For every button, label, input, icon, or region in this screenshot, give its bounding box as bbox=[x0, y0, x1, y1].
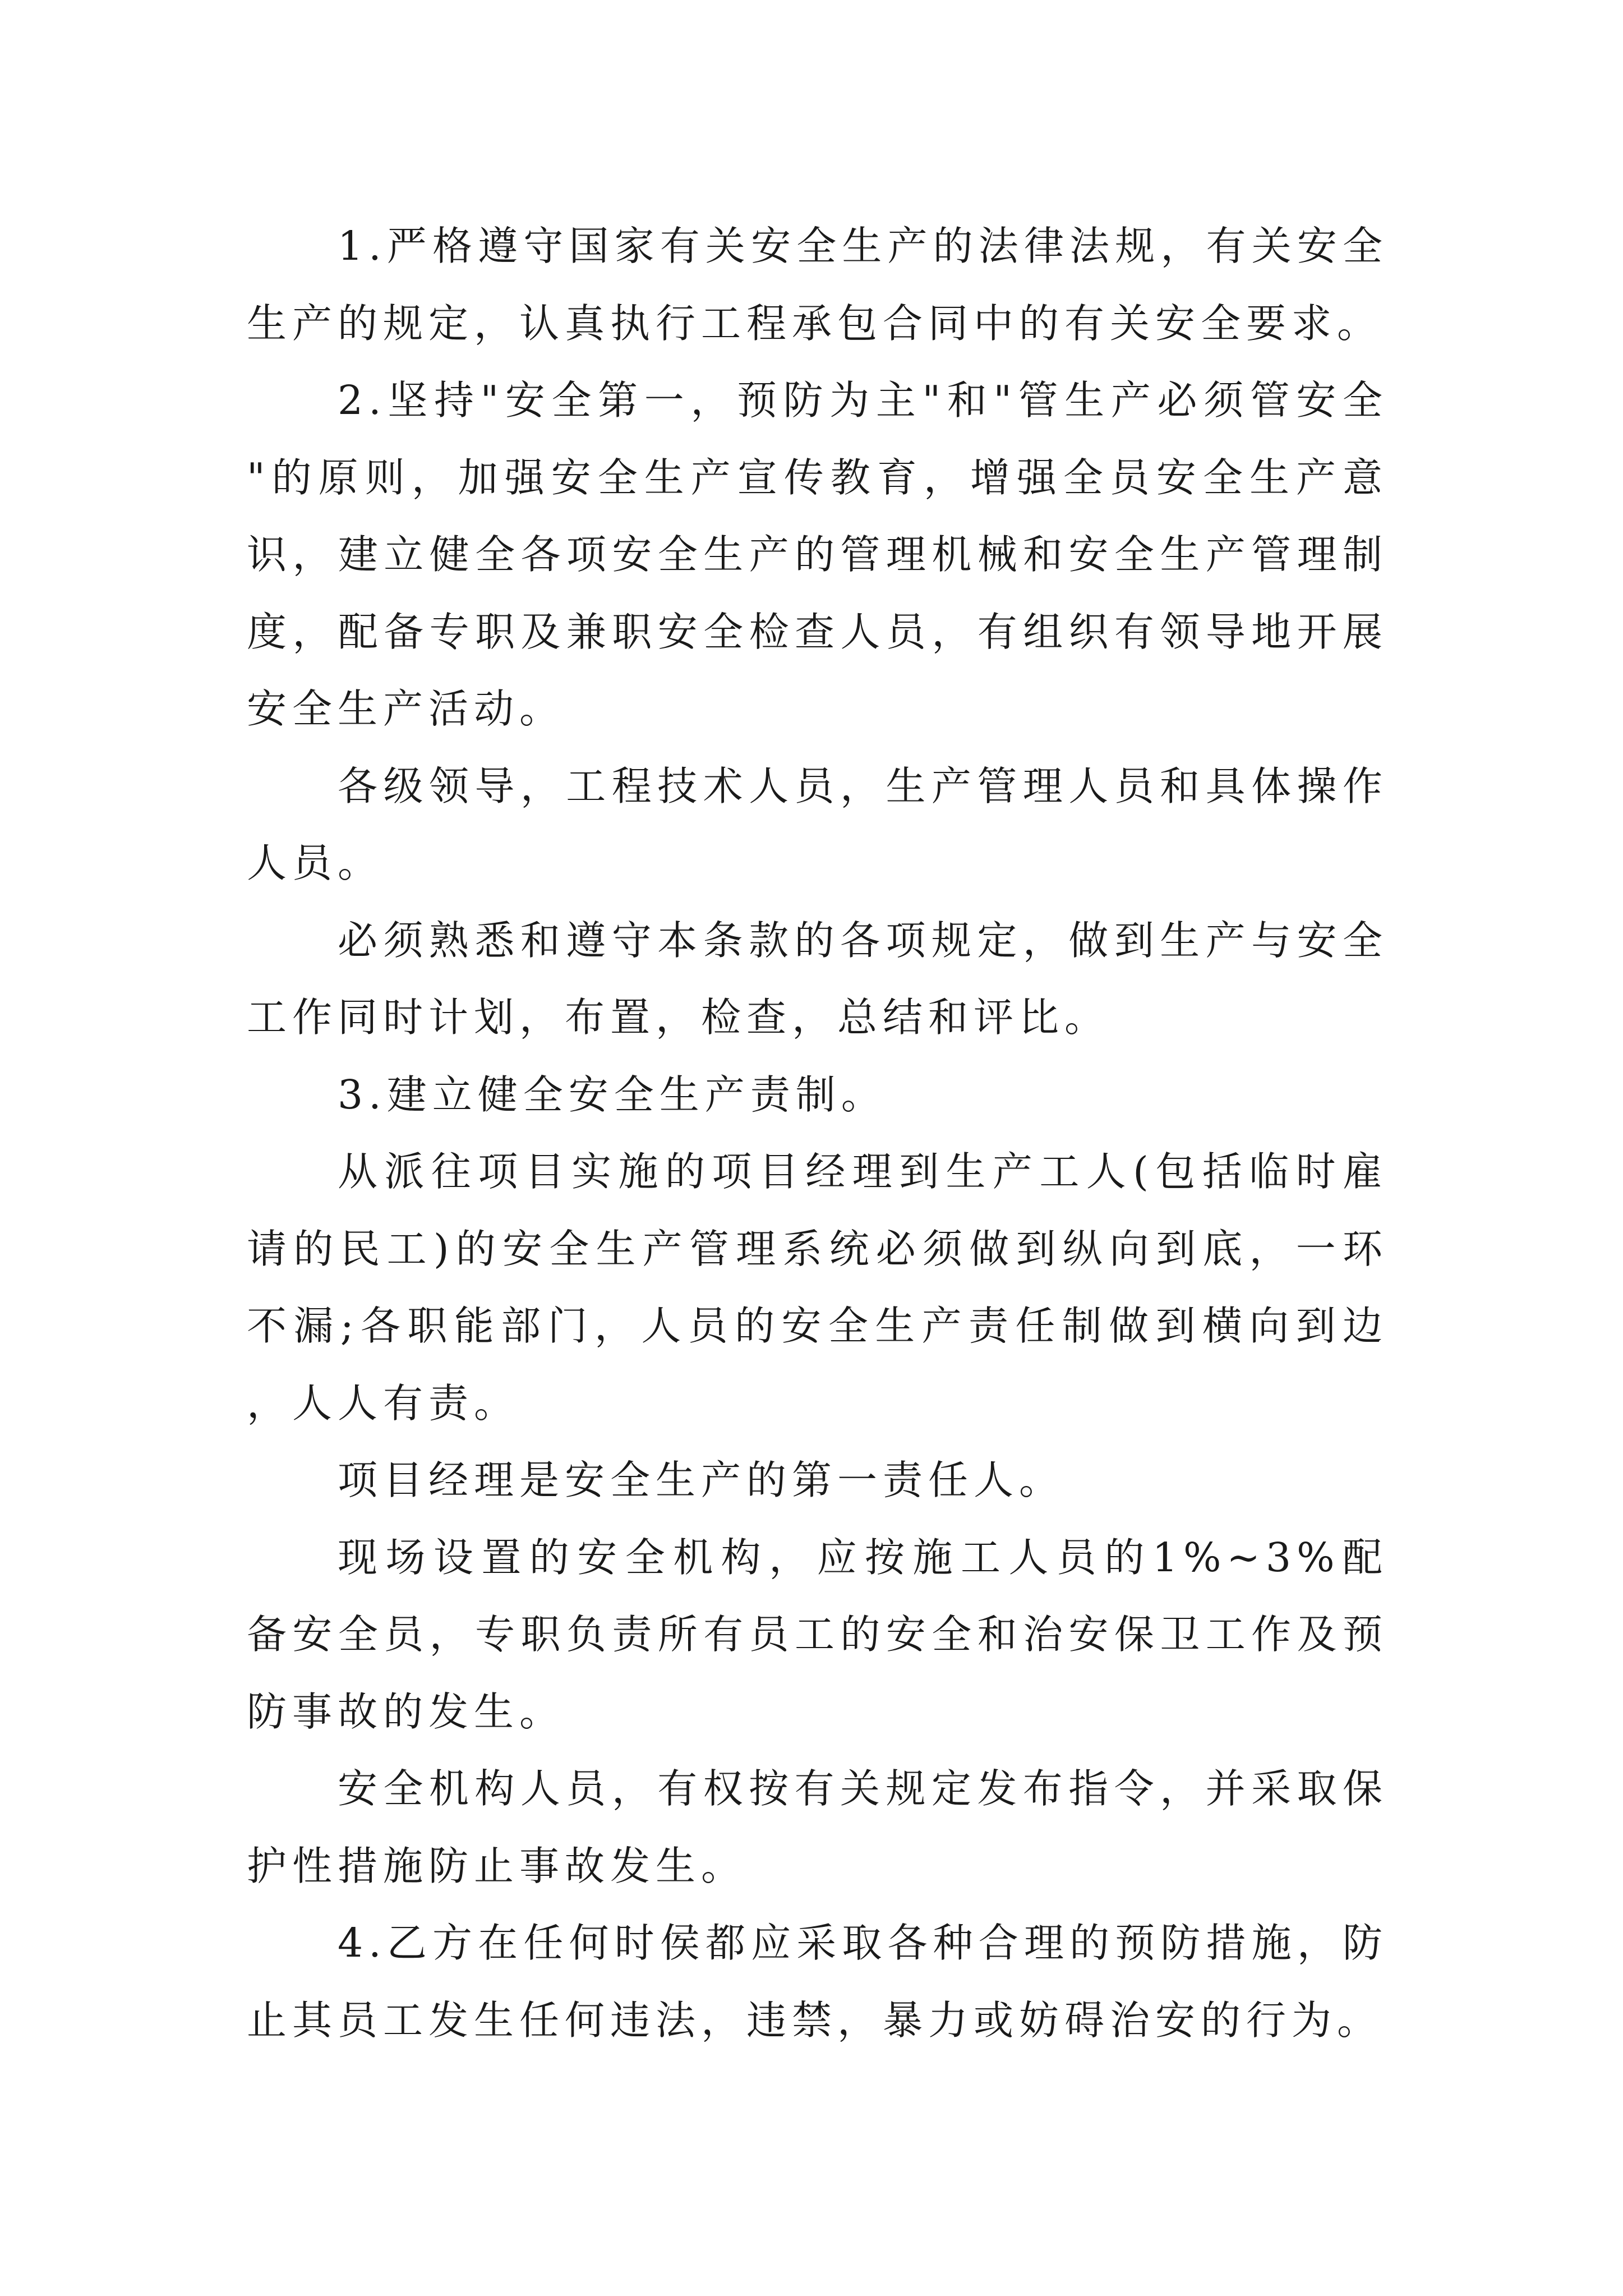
document-body bbox=[247, 208, 1388, 2059]
paragraph-3: 各级领导，工程技术人员，生产管理人员和具体操作人员。 bbox=[247, 762, 1388, 886]
paragraph-1: 1.严格遵守国家有关安全生产的法律法规，有关安全生产的规定，认真执行工程承包合同中的有关安全要求。 bbox=[247, 223, 1388, 347]
paragraph-5: 3.建立健全安全生产责制。 bbox=[338, 1071, 887, 1118]
paragraph-8: 现场设置的安全机构，应按施工人员的1%~3%配备安全员，专职负责所有员工的安全和治安保卫工作及预防事故的发生。 bbox=[247, 1534, 1388, 1735]
paragraph-4: 必须熟悉和遵守本条款的各项规定，做到生产与安全工作同时计划，布置，检查，总结和评比。 bbox=[247, 917, 1388, 1041]
paragraph-7: 项目经理是安全生产的第一责任人。 bbox=[338, 1457, 1065, 1503]
paragraph-6: 从派往项目实施的项目经理到生产工人(包括临时雇请的民工)的安全生产管理系统必须做到纵向到底，一环不漏;各职能部门，人员的安全生产责任制做到横向到边，人人有责。 bbox=[247, 1148, 1388, 1427]
paragraph-9: 安全机构人员，有权按有关规定发布指令，并采取保护性措施防止事故发生。 bbox=[247, 1765, 1388, 1889]
paragraph-2: 2.坚持"安全第一，预防为主"和"管生产必须管安全"的原则，加强安全生产宣传教育，增强全员安全生产意识，建立健全各项安全生产的管理机械和安全生产管理制度，配备专职及兼职安全检查人员，有组织有领导地开展安全生产活动。 bbox=[247, 377, 1388, 732]
paragraph-10: 4.乙方在任何时侯都应采取各种合理的预防措施，防止其员工发生任何违法，违禁，暴力或妨碍治安的行为。 bbox=[247, 1920, 1388, 2044]
